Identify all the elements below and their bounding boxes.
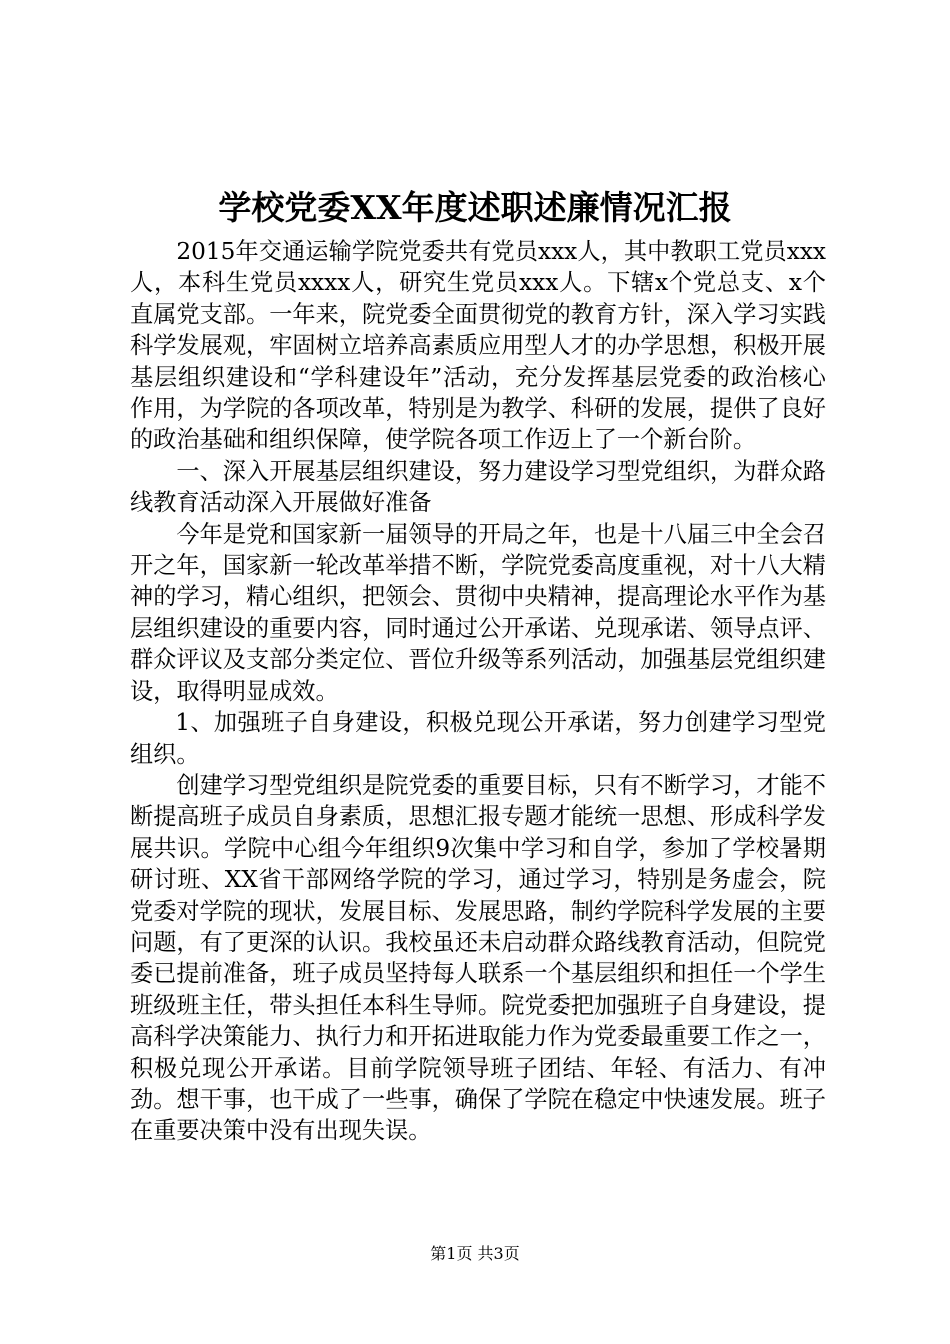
document-title: 学校党委XX年度述职述廉情况汇报 — [218, 188, 732, 227]
paragraph-subsection-1: 创建学习型党组织是院党委的重要目标，只有不断学习，才能不断提高班子成员自身素质，思想汇报专题才能统一思想、形成科学发展共识。学院中心组今年组织9次集中学习和自学，参加了学校暑期研讨班、XX省干部网络学院的学习，通过学习，特别是务虚会，院党委对学院的现状，发展目标、发展思路，制约学院科学发展的主要问题，有了更深的认识。我校虽还未启动群众路线教育活动，但院党委已提前准备，班子成员坚持每人联系一个基层组织和担任一个学生班级班主任，带头担任本科生导师。院党委把加强班子自身建设，提高科学决策能力、执行力和开拓进取能力作为党委最重要工作之一，积极兑现公开承诺。目前学院领导班子团结、年轻、有活力、有冲劲。想干事，也干成了一些事，确保了学院在稳定中快速发展。班子在重要决策中没有出现失误。 — [130, 771, 826, 1145]
section-heading-1: 一、深入开展基层组织建设，努力建设学习型党组织，为群众路线教育活动深入开展做好准备 — [130, 457, 826, 517]
document-body — [130, 236, 826, 1147]
page-footer: 第1页 共3页 — [430, 1244, 520, 1263]
paragraph-section-1: 今年是党和国家新一届领导的开局之年，也是十八届三中全会召开之年，国家新一轮改革举措不断，学院党委高度重视，对十八大精神的学习，精心组织，把领会、贯彻中央精神，提高理论水平作为基层组织建设的重要内容，同时通过公开承诺、兑现承诺、领导点评、群众评议及支部分类定位、晋位升级等系列活动，加强基层党组织建设，取得明显成效。 — [130, 520, 826, 705]
paragraph-intro: 2015年交通运输学院党委共有党员xxx人，其中教职工党员xxx人，本科生党员xxxx人，研究生党员xxx人。下辖x个党总支、x个直属党支部。一年来，院党委全面贯彻党的教育方针，深入学习实践科学发展观，牢固树立培养高素质应用型人才的办学思想，积极开展基层组织建设和“学科建设年”活动，充分发挥基层党委的政治核心作用，为学院的各项改革，特别是为教学、科研的发展，提供了良好的政治基础和组织保障，使学院各项工作迈上了一个新台阶。 — [130, 238, 826, 454]
subheading-1: 1、加强班子自身建设，积极兑现公开承诺，努力创建学习型党组织。 — [130, 709, 826, 768]
